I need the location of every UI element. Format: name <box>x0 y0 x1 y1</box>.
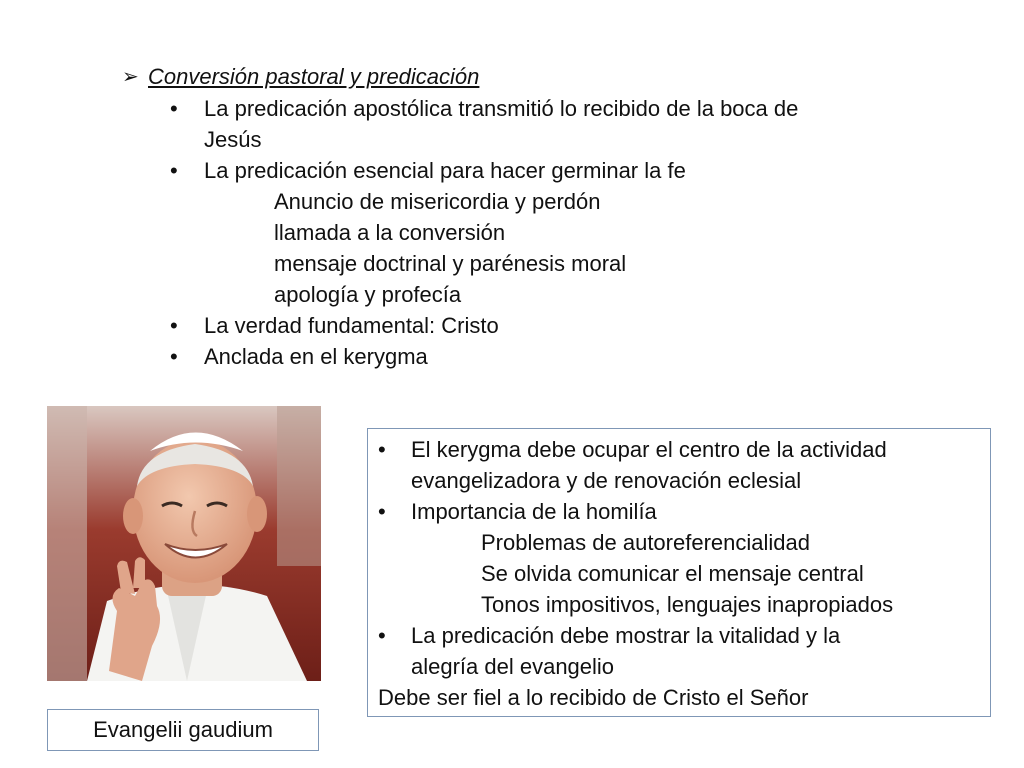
list-item-text: El kerygma debe ocupar el centro de la actividad <box>411 437 887 462</box>
bullet-icon: • <box>378 499 386 524</box>
caption-box <box>47 709 319 751</box>
list-item-text: La predicación apostólica transmitió lo recibido de la boca de <box>204 96 799 121</box>
list-item-text: La predicación debe mostrar la vitalidad y la <box>411 623 841 648</box>
list-item-text: Importancia de la homilía <box>411 499 657 524</box>
list-item <box>170 93 930 124</box>
heading-row <box>122 62 479 92</box>
caption-text: Evangelii gaudium <box>93 717 273 742</box>
arrow-bullet-icon: ➢ <box>122 66 139 88</box>
list-item-text: Anclada en el kerygma <box>204 344 428 369</box>
pope-francis-photo <box>47 406 321 681</box>
list-item <box>378 620 990 651</box>
list-item <box>170 341 930 372</box>
slide-heading: Conversión pastoral y predicación <box>148 64 480 89</box>
bullet-icon: • <box>378 623 386 648</box>
sub-item: llamada a la conversión <box>274 220 506 245</box>
bullet-icon: • <box>170 158 178 183</box>
bullet-icon: • <box>170 96 178 121</box>
sub-item: Problemas de autoreferencialidad <box>481 530 810 555</box>
sub-item: mensaje doctrinal y parénesis moral <box>274 251 627 276</box>
sub-item: Se olvida comunicar el mensaje central <box>481 561 864 586</box>
list-item-continuation: alegría del evangelio <box>411 654 615 679</box>
closing-line: Debe ser fiel a lo recibido de Cristo el Señor <box>378 685 809 710</box>
bullet-icon: • <box>170 344 178 369</box>
list-item <box>170 310 930 341</box>
list-item <box>378 496 990 527</box>
sub-item: apología y profecía <box>274 282 462 307</box>
info-text-box <box>367 428 991 717</box>
list-item-text: La predicación esencial para hacer germinar la fe <box>204 158 686 183</box>
list-item-continuation: evangelizadora y de renovación eclesial <box>411 468 802 493</box>
list-item-continuation: Jesús <box>204 127 262 152</box>
sub-item: Tonos impositivos, lenguajes inapropiados <box>481 592 894 617</box>
bullet-icon: • <box>378 437 386 462</box>
list-item <box>378 434 990 465</box>
list-item-text: La verdad fundamental: Cristo <box>204 313 499 338</box>
sub-item: Anuncio de misericordia y perdón <box>274 189 601 214</box>
top-bullet-list <box>170 93 930 372</box>
bullet-icon: • <box>170 313 178 338</box>
list-item <box>170 155 930 186</box>
